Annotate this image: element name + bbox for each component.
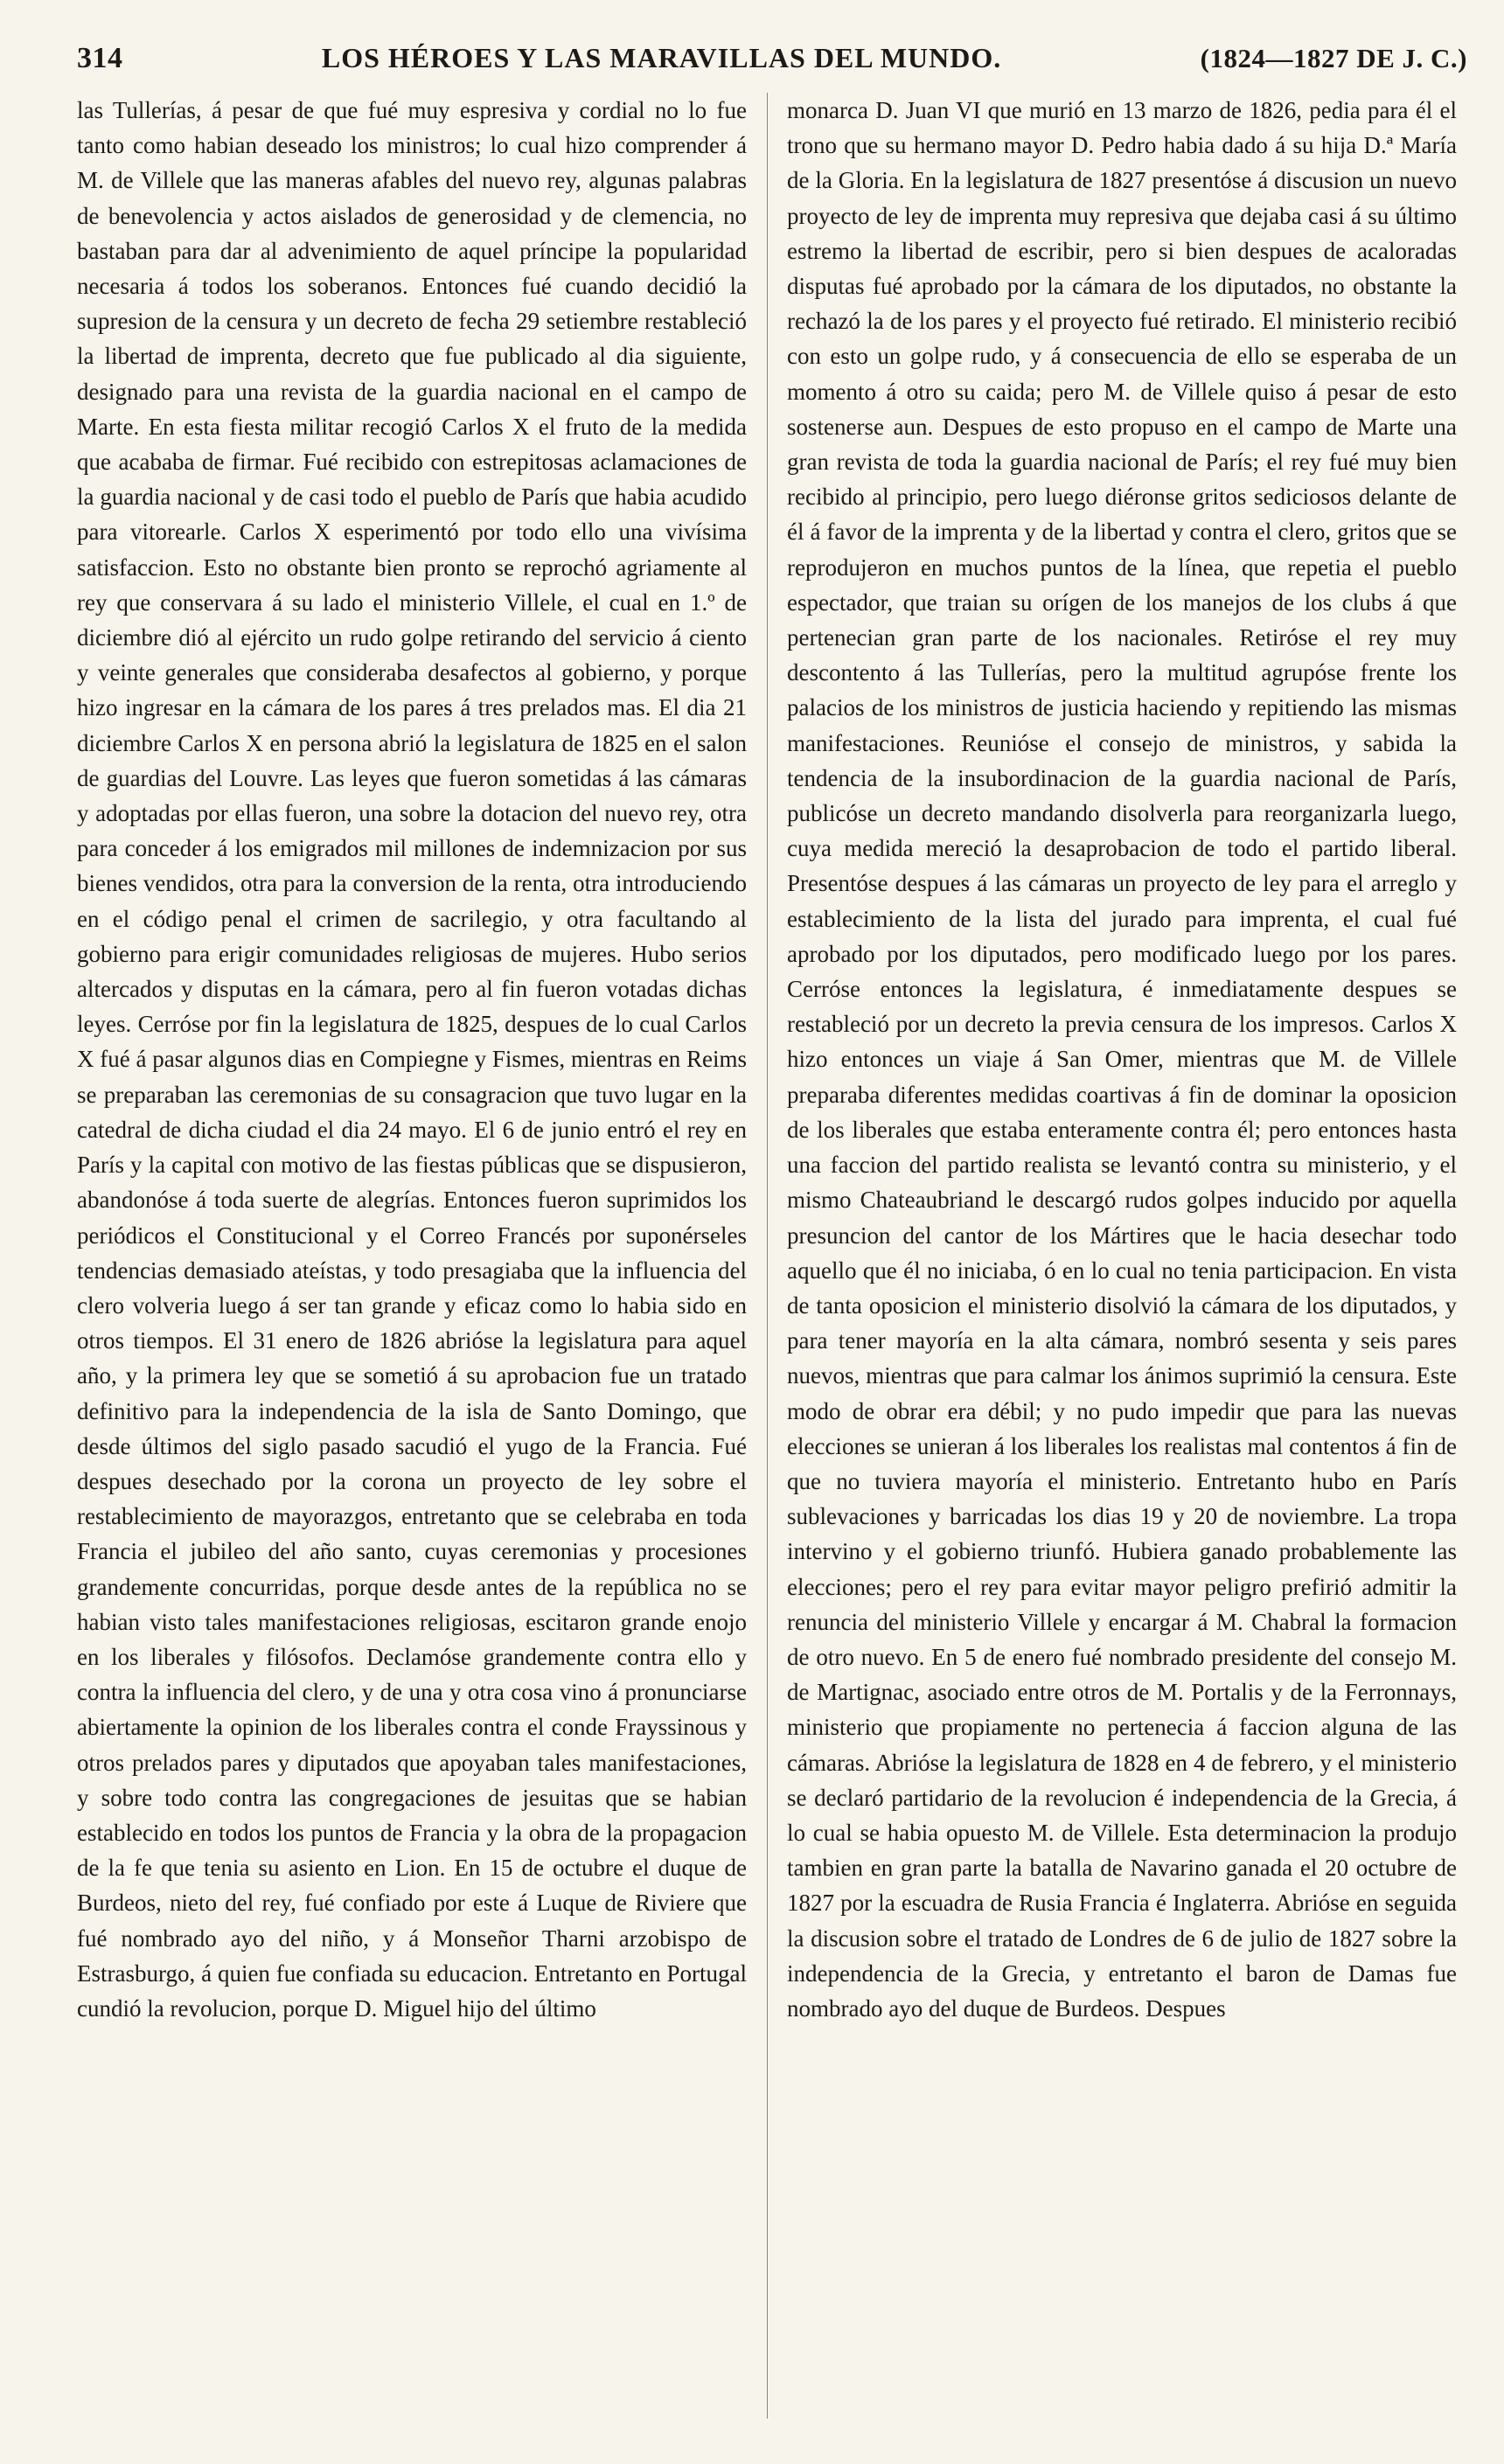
page-number: 314: [77, 42, 123, 74]
running-title: LOS HÉROES Y LAS MARAVILLAS DEL MUNDO.: [321, 42, 1002, 73]
text-columns: [77, 93, 1467, 2419]
right-column-text: monarca D. Juan VI que murió en 13 marzo de 1826, pedia para él el trono que su hermano mayor D. Pedro habia dado á su hija D.ª María de la Gloria. En la legislatura de 1827 presentóse á discusion un nuevo proyecto de ley de imprenta muy represiva que dejaba casi á su último estremo la libertad de escribir, pero si bien despues de acaloradas disputas fué aprobado por la cámara de los diputados, no obstante la rechazó la de los pares y el proyecto fué retirado. El ministerio recibió con esto un golpe rudo, y á consecuencia de ello se esperaba de un momento á otro su caida; pero M. de Villele quiso á pesar de esto sostenerse aun. Despues de esto propuso en el campo de Marte una gran revista de toda la guardia nacional de París; el rey fué muy bien recibido al principio, pero luego diéronse gritos sediciosos delante de él á favor de la imprenta y de la libertad y contra el clero, gritos que se reprodujeron en muchos puntos de la línea, que repetia el pueblo espectador, que traian su orígen de los manejos de los clubs á que pertenecian gran parte de los nacionales. Retiróse el rey muy descontento á las Tullerías, pero la multitud agrupóse frente los palacios de los ministros de justicia haciendo y repitiendo las mismas manifestaciones. Reunióse el consejo de ministros, y sabida la tendencia de la insubordinacion de la guardia nacional de París, publicóse un decreto mandando disolverla para reorganizarla luego, cuya medida mereció la desaprobacion de todo el partido liberal. Presentóse despues á las cámaras un proyecto de ley para el arreglo y establecimiento de la lista del jurado para imprenta, el cual fué aprobado por los diputados, pero modificado luego por los pares. Cerróse entonces la legislatura, é inmediatamente despues se restableció por un decreto la previa censura de los impresos. Carlos X hizo entonces un viaje á San Omer, mientras que M. de Villele preparaba diferentes medidas coartivas á fin de dominar la oposicion de los liberales que estaba enteramente contra él; pero entonces hasta una faccion del partido realista se levantó contra su ministerio, y el mismo Chateaubriand le descargó rudos golpes inducido por aquella presuncion del cantor de los Mártires que le hacia desechar todo aquello que él no iniciaba, ó en lo cual no tenia participacion. En vista de tanta oposicion el ministerio disolvió la cámara de los diputados, y para tener mayoría en la alta cámara, nombró sesenta y seis pares nuevos, mientras que para calmar los ánimos suprimió la censura. Este modo de obrar era débil; y no pudo impedir que para las nuevas elecciones se unieran á los liberales los realistas mal contentos á fin de que no tuviera mayoría el ministerio. Entretanto hubo en París sublevaciones y barricadas los dias 19 y 20 de noviembre. La tropa intervino y el gobierno triunfó. Hubiera ganado probablemente las elecciones; pero el rey para evitar mayor peligro prefirió admitir la renuncia del ministerio Villele y encargar á M. Chabral la formacion de otro nuevo. En 5 de enero fué nombrado presidente del consejo M. de Martignac, asociado entre otros de M. Portalis y de la Ferronnays, ministerio que propiamente no pertenecia á faccion alguna de las cámaras. Abrióse la legislatura de 1828 en 4 de febrero, y el ministerio se declaró partidario de la revolucion é independencia de la Grecia, á lo cual se habia opuesto M. de Villele. Esta determinacion la produjo tambien en gran parte la batalla de Navarino ganada el 20 octubre de 1827 por la escuadra de Rusia Francia é Inglaterra. Abrióse en seguida la discusion sobre el tratado de Londres de 6 de julio de 1827 sobre la independencia de la Grecia, y entretanto el baron de Damas fue nombrado ayo del duque de Burdeos. Despues: [787, 97, 1457, 2022]
column-divider: [767, 93, 768, 2419]
left-column-text: las Tullerías, á pesar de que fué muy espresiva y cordial no lo fue tanto como habian deseado los ministros; lo cual hizo comprender á M. de Villele que las maneras afables del nuevo rey, algunas palabras de benevolencia y actos aislados de generosidad y de clemencia, no bastaban para dar al advenimiento de aquel príncipe la popularidad necesaria á todos los soberanos. Entonces fué cuando decidió la supresion de la censura y un decreto de fecha 29 setiembre restableció la libertad de imprenta, decreto que fue publicado al dia siguiente, designado para una revista de la guardia nacional en el campo de Marte. En esta fiesta militar recogió Carlos X el fruto de la medida que acababa de firmar. Fué recibido con estrepitosas aclamaciones de la guardia nacional y de casi todo el pueblo de París que habia acudido para vitorearle. Carlos X esperimentó por todo ello una vivísima satisfaccion. Esto no obstante bien pronto se reprochó agriamente al rey que conservara á su lado el ministerio Villele, el cual en 1.º de diciembre dió al ejército un rudo golpe retirando del servicio á ciento y veinte generales que consideraba desafectos al gobierno, y porque hizo ingresar en la cámara de los pares á tres prelados mas. El dia 21 diciembre Carlos X en persona abrió la legislatura de 1825 en el salon de guardias del Louvre. Las leyes que fueron sometidas á las cámaras y adoptadas por ellas fueron, una sobre la dotacion del nuevo rey, otra para conceder á los emigrados mil millones de indemnizacion por sus bienes vendidos, otra para la conversion de la renta, otra introduciendo en el código penal el crimen de sacrilegio, y otra facultando al gobierno para erigir comunidades religiosas de mujeres. Hubo serios altercados y disputas en la cámara, pero al fin fueron votadas dichas leyes. Cerróse por fin la legislatura de 1825, despues de lo cual Carlos X fué á pasar algunos dias en Compiegne y Fismes, mientras en Reims se preparaban las ceremonias de su consagracion que tuvo lugar en la catedral de dicha ciudad el dia 24 mayo. El 6 de junio entró el rey en París y la capital con motivo de las fiestas públicas que se dispusieron, abandonóse á toda suerte de alegrías. Entonces fueron suprimidos los periódicos el Constitucional y el Correo Francés por suponérseles tendencias demasiado ateístas, y todo presagiaba que la influencia del clero volveria luego á ser tan grande y eficaz como lo habia sido en otros tiempos. El 31 enero de 1826 abrióse la legislatura para aquel año, y la primera ley que se sometió á su aprobacion fue un tratado definitivo para la independencia de la isla de Santo Domingo, que desde últimos del siglo pasado sacudió el yugo de la Francia. Fué despues desechado por la corona un proyecto de ley sobre el restablecimiento de mayorazgos, entretanto que se celebraba en toda Francia el jubileo del año santo, cuyas ceremonias y procesiones grandemente concurridas, porque desde antes de la república no se habian visto tales manifestaciones religiosas, escitaron grande enojo en los liberales y filósofos. Declamóse grandemente contra ello y contra la influencia del clero, y de una y otra cosa vino á pronunciarse abiertamente la opinion de los liberales contra el conde Frayssinous y otros prelados pares y diputados que apoyaban tales manifestaciones, y sobre todo contra las congregaciones de jesuitas que se habian establecido en todos los puntos de Francia y la obra de la propagacion de la fe que tenia su asiento en Lion. En 15 de octubre el duque de Burdeos, nieto del rey, fué confiado por este á Luque de Riviere que fué nombrado ayo del niño, y á Monseñor Tharni arzobispo de Estrasburgo, á quien fue confiada su educacion. Entretanto en Portugal cundió la revolucion, porque D. Miguel hijo del último: [77, 97, 747, 2022]
page-header: [77, 42, 1467, 84]
right-column: [787, 93, 1457, 2419]
left-column: [77, 93, 747, 2419]
date-range: (1824—1827 DE J. C.): [1200, 43, 1467, 73]
document-page: [77, 42, 1467, 2438]
